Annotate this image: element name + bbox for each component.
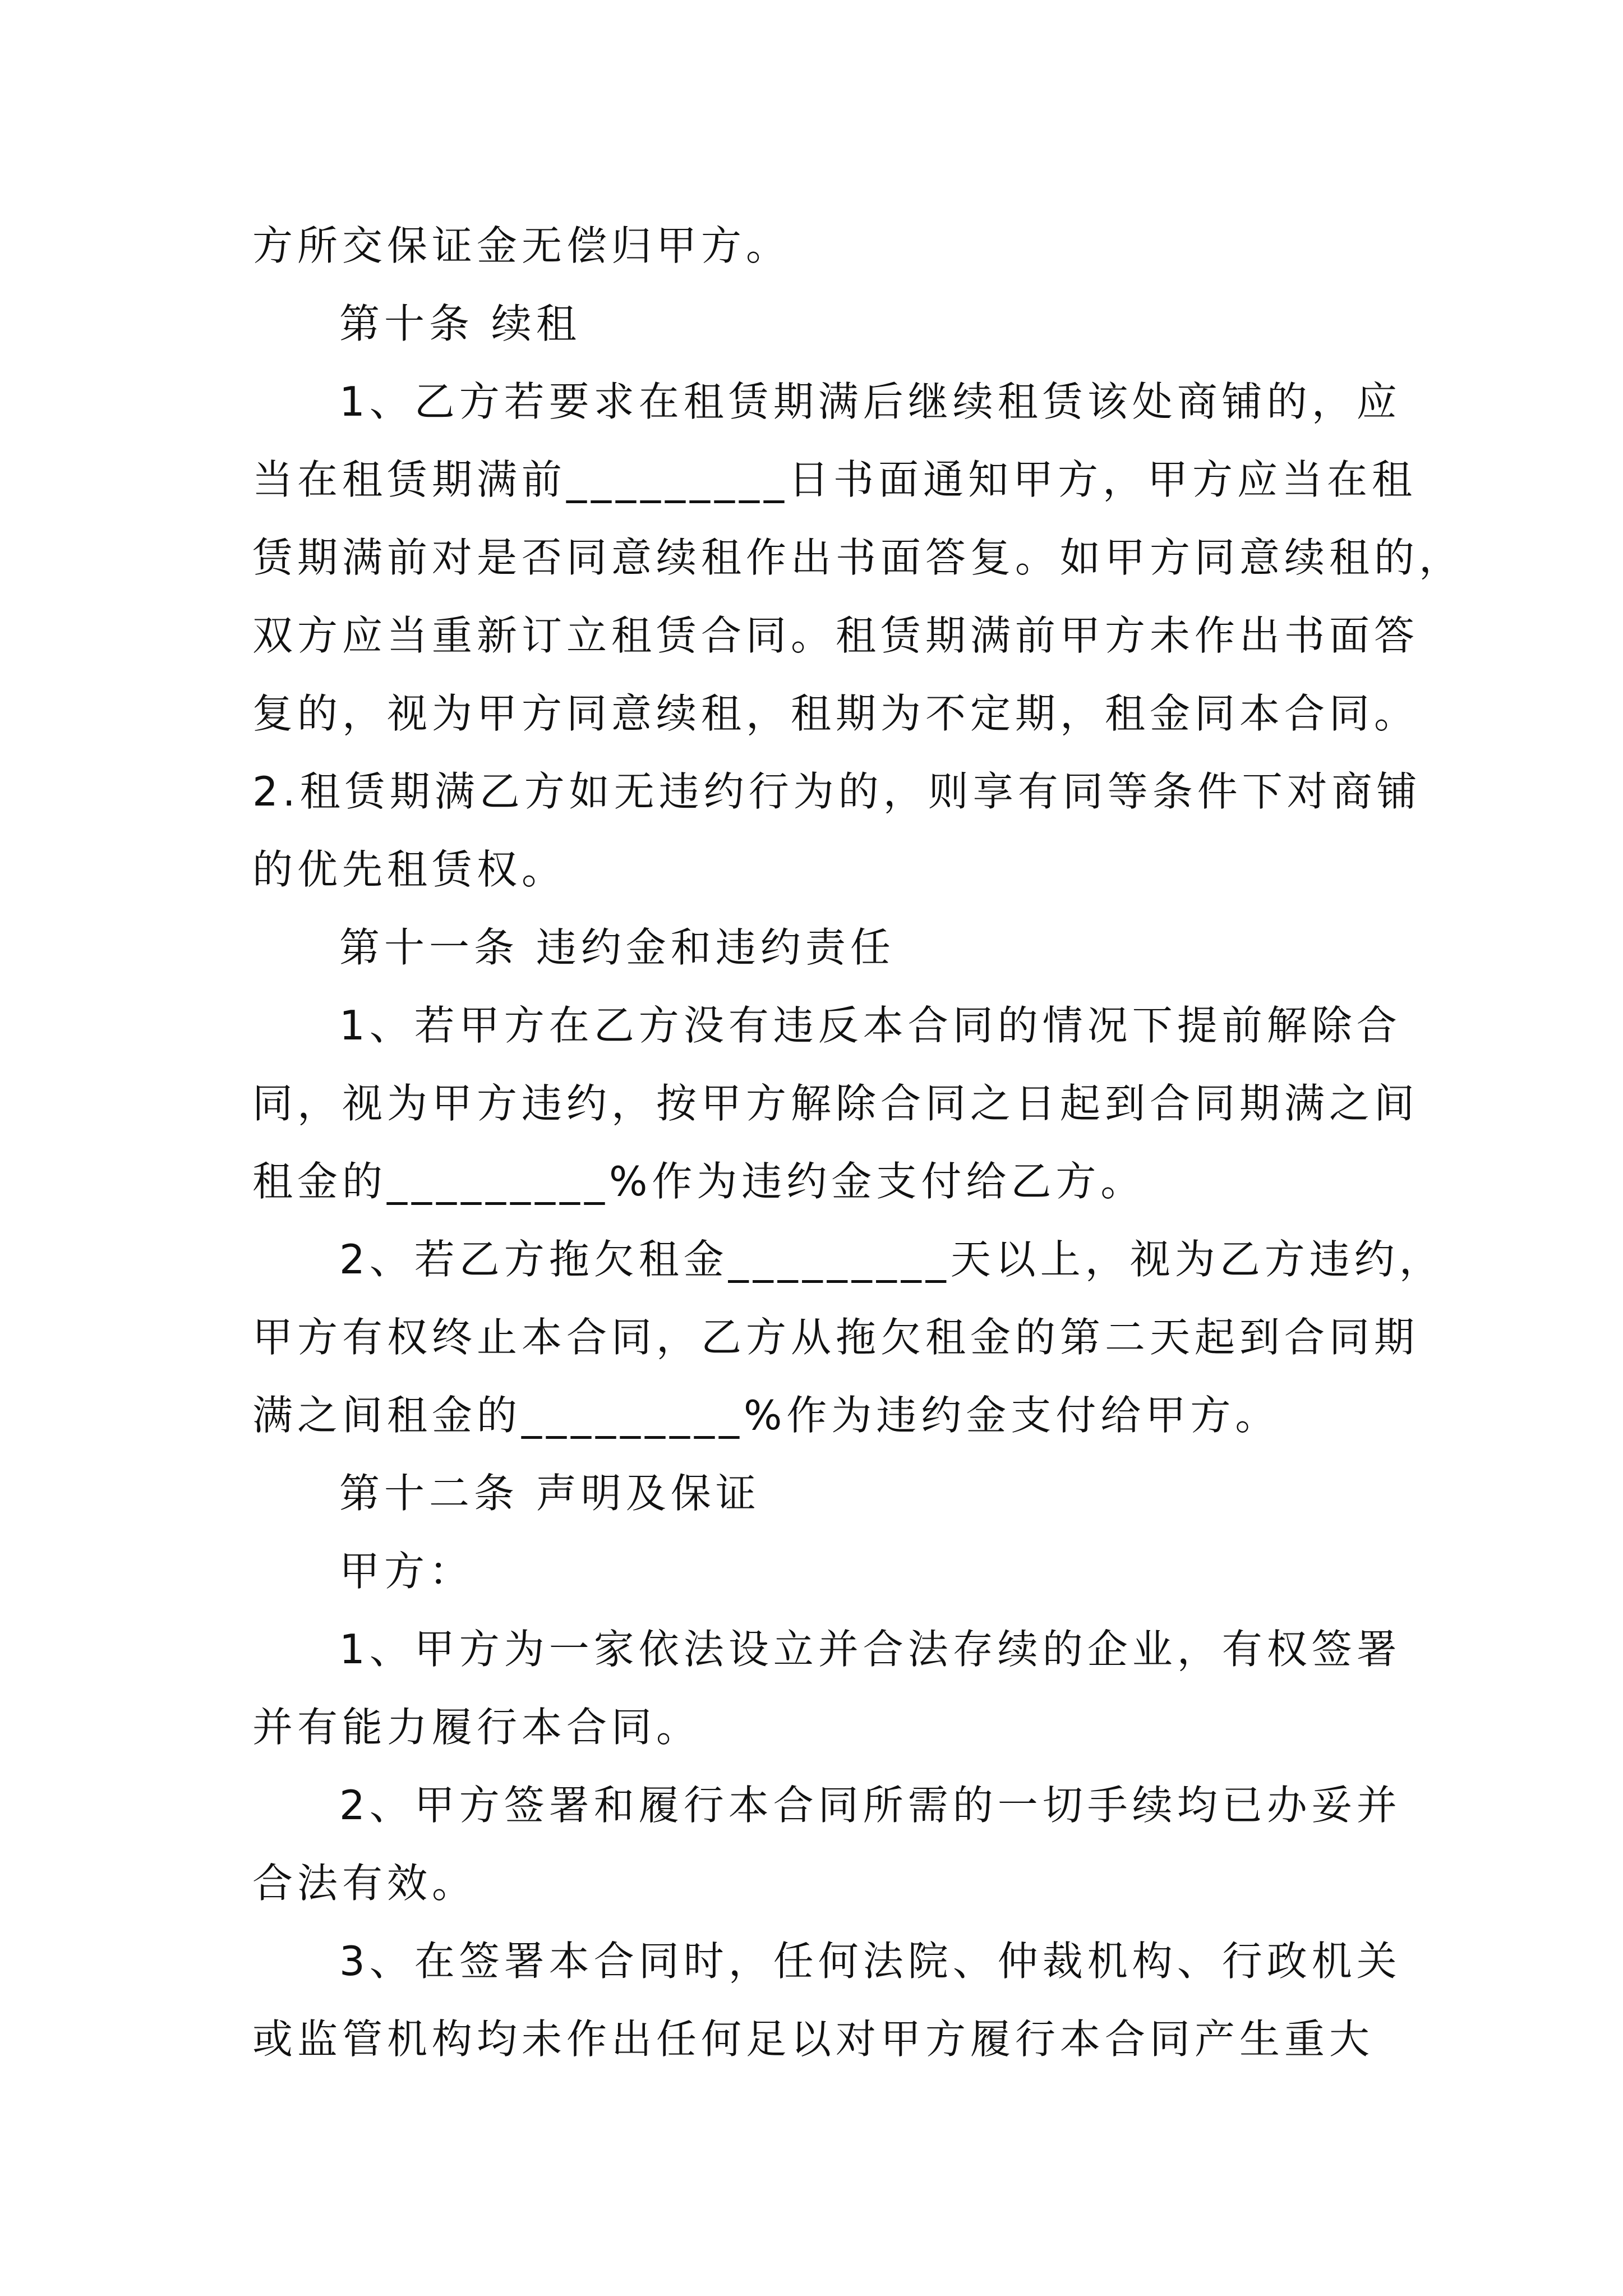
text-line: 1、甲方为一家依法设立并合法存续的企业，有权签署 <box>339 1626 1401 1673</box>
section-heading: 第十条 续租 <box>339 300 581 347</box>
text-line: 2.租赁期满乙方如无违约行为的，则享有同等条件下对商铺 <box>252 768 1422 815</box>
text-line: 赁期满前对是否同意续租作出书面答复。如甲方同意续租的， <box>252 534 1464 581</box>
text-line: 租金的_________%作为违约金支付给乙方。 <box>252 1158 1146 1205</box>
text-line: 复的，视为甲方同意续租，租期为不定期，租金同本合同。 <box>252 690 1419 737</box>
text-line: 甲方有权终止本合同，乙方从拖欠租金的第二天起到合同期 <box>252 1314 1419 1361</box>
text-line: 的优先租赁权。 <box>252 846 567 893</box>
text-line: 甲方： <box>339 1548 474 1595</box>
text-line: 1、若甲方在乙方没有违反本合同的情况下提前解除合 <box>339 1002 1401 1049</box>
section-heading: 第十一条 违约金和违约责任 <box>339 924 895 971</box>
text-line: 同，视为甲方违约，按甲方解除合同之日起到合同期满之间 <box>252 1080 1419 1127</box>
text-line: 或监管机构均未作出任何足以对甲方履行本合同产生重大 <box>252 2016 1375 2063</box>
text-line: 满之间租金的_________%作为违约金支付给甲方。 <box>252 1392 1280 1439</box>
section-heading: 第十二条 声明及保证 <box>339 1470 760 1517</box>
text-line: 合法有效。 <box>252 1860 477 1907</box>
text-line: 1、乙方若要求在租赁期满后继续租赁该处商铺的，应 <box>339 378 1401 425</box>
text-line: 并有能力履行本合同。 <box>252 1704 702 1751</box>
text-line: 当在租赁期满前_________日书面通知甲方，甲方应当在租 <box>252 456 1417 503</box>
text-line: 双方应当重新订立租赁合同。租赁期满前甲方未作出书面答 <box>252 612 1419 659</box>
text-line: 方所交保证金无偿归甲方。 <box>252 222 791 269</box>
text-line: 2、若乙方拖欠租金_________天以上，视为乙方违约， <box>339 1236 1444 1283</box>
text-line: 3、在签署本合同时，任何法院、仲裁机构、行政机关 <box>339 1938 1401 1985</box>
text-line: 2、甲方签署和履行本合同所需的一切手续均已办妥并 <box>339 1782 1401 1829</box>
